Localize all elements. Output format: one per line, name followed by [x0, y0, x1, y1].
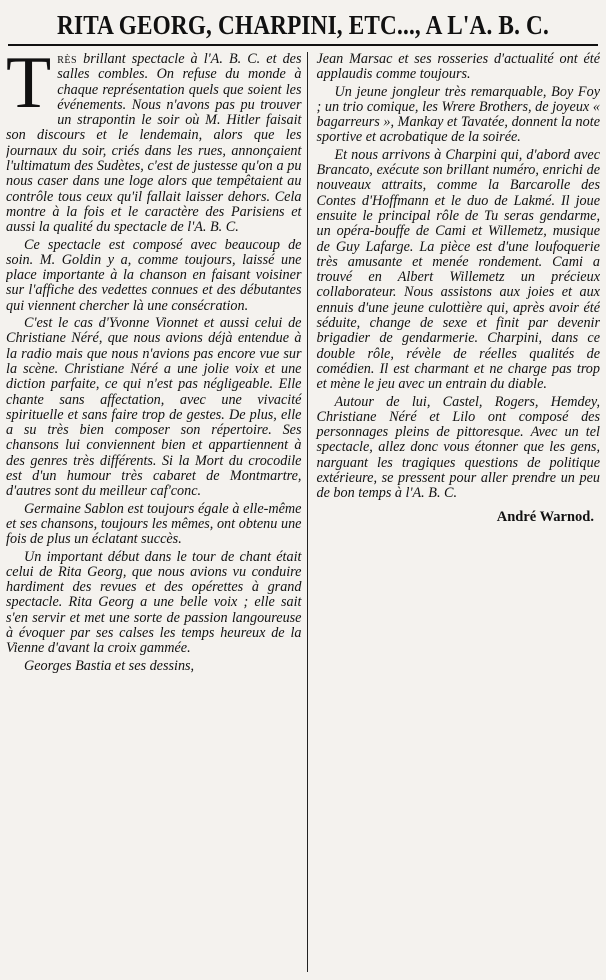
paragraph: Germaine Sablon est toujours égale à elle-même et ses chansons, toujours les mêmes, ont obtenu une fois de plus un éclatant succès.	[6, 500, 302, 548]
paragraph: Jean Marsac et ses rosseries d'actualité ont été applaudis comme toujours.	[316, 52, 600, 83]
paragraph: Et nous arrivons à Charpini qui, d'abord avec Brancato, exécute son brillant numéro, enrichi de nouveaux attraits, comme la Barcarolle des Contes d'Hoffmann et le duo de Lakmé. Il joue ensuite le principal rôle de Tu seras gendarme, un opéra-bouffe de Cami et Willemetz, musique de Guy Lafarge. La pièce est d'une loufoquerie très amusante et menée rondement. Cami a trouvé en Albert Willemetz un précieux collaborateur. Nous assistons aux joies et aux ennuis d'une jeune culottière qui, après avoir été séduite, change de sexe et finit par devenir brigadier de gendarmerie. Charpini, dans ce double rôle, révèle de réelles qualités de comédien. Il est charmant et ne charge pas trop et mène le jeu avec un entrain du diable.	[316, 146, 600, 393]
paragraph: Ce spectacle est composé avec beaucoup de soin. M. Goldin y a, comme toujours, laissé une place importante à la chanson en faisant voisiner sur l'affiche des vedettes connues et des débutantes qui viennent chercher là une consécration.	[6, 236, 302, 314]
headline-rule	[8, 44, 598, 46]
drop-cap: T	[6, 52, 52, 124]
left-column	[6, 52, 307, 972]
paragraph: Un important début dans le tour de chant était celui de Rita Georg, que nous avions vu conduire hardiment des revues et des opérettes à grand spectacle. Rita Georg a une belle voix ; elle sait s'en servir et met une sorte de passion langoureuse à évoquer par ses calses les temps heureux de la Vienne d'avant la croix gammée.	[6, 548, 302, 657]
paragraph: C'est le cas d'Yvonne Vionnet et aussi celui de Christiane Néré, que nous avions déjà entendue à la radio mais que nous n'avions pas encore vue sur la scène. Christiane Néré a une jolie voix et une diction parfaite, ce qui n'est pas négligeable. Elle chante sans affectation, avec une vivacité spirituelle et sans faire trop de gestes. De plus, elle a su très bien composer son répertoire. Ses chansons lui conviennent bien et appartiennent à des genres très différents. Si la Mort du crocodile est d'un humour très cabaret de Montmartre, d'autres sont du meilleur caf'conc.	[6, 315, 302, 500]
paragraph-text: brillant spectacle à l'A. B. C. et des salles combles. On refuse du monde à chaque représentation quels que soient les événements. Nous n'avons pas pu trouver un strapontin le soir où M. Hitler faisait son discours et le lendemain, alors que les journaux du soir, criés dans les rues, annonçaient l'ultimatum des Sudètes, c'est de justesse qu'on a pu nous caser dans une loge alors que tempêtaient au contrôle tous ceux qu'il fallait laisser dehors. Cela montre à la fois et le caractère des Parisiens et aussi la qualité du spectacle de l'A. B. C.	[6, 52, 302, 236]
paragraph: Un jeune jongleur très remarquable, Boy Foy ; un trio comique, les Wrere Brothers, de joyeux « bagarreurs », Mankay et Tavatée, donnent la note sportive et acrobatique de la soirée.	[316, 83, 600, 146]
paragraph: Georges Bastia et ses dessins,	[24, 657, 195, 674]
author-signature: André Warnod.	[496, 508, 594, 525]
lead-smallcaps: rès	[57, 52, 78, 67]
headline: RITA GEORG, CHARPINI, ETC..., A L'A. B. C.	[57, 10, 549, 40]
paragraph: Autour de lui, Castel, Rogers, Hemdey, Christiane Néré et Lilo ont composé des personnages pleins de pittoresque. Avec un tel spectacle, allez donc vous étonner que les gens, narguant les tragiques questions de politique extérieure, se pressent pour aller prendre un peu de bon temps à l'A. B. C.	[316, 393, 600, 502]
right-column	[308, 52, 600, 972]
article-body	[6, 52, 600, 972]
paragraph	[6, 52, 301, 236]
